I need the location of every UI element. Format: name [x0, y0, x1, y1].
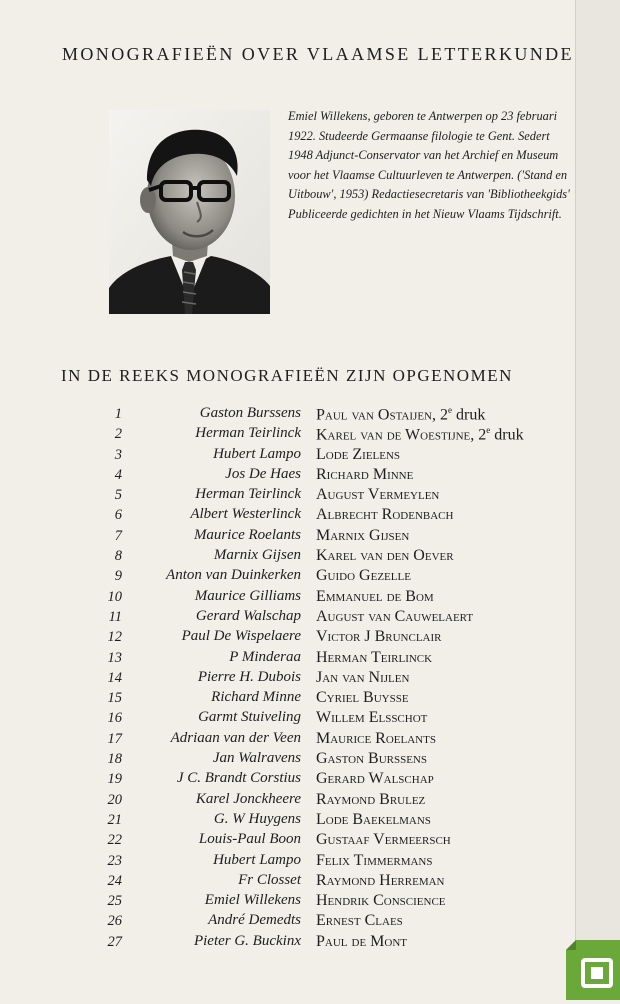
entry-subject-name: Hendrik Conscience	[316, 892, 446, 910]
entry-number: 27	[107, 933, 122, 950]
entry-number: 10	[107, 588, 122, 605]
entry-subject	[316, 689, 409, 707]
entry-subject	[316, 567, 411, 585]
monograph-list	[0, 405, 620, 953]
list-item	[0, 567, 620, 587]
entry-author: Fr Closset	[238, 871, 301, 888]
list-item	[0, 588, 620, 608]
list-item	[0, 831, 620, 851]
entry-subject	[316, 892, 446, 910]
entry-subject	[316, 750, 427, 768]
entry-subject-name: Lode Zielens	[316, 445, 401, 463]
entry-author: Richard Minne	[211, 689, 301, 706]
entry-subject-name: Victor J Brunclair	[316, 628, 442, 646]
entry-subject	[316, 730, 436, 748]
entry-author: Albert Westerlinck	[190, 506, 301, 523]
entry-author: Pierre H. Dubois	[197, 668, 301, 685]
entry-subject	[316, 527, 409, 545]
list-item	[0, 608, 620, 628]
entry-number: 12	[107, 629, 122, 646]
entry-author: Jos De Haes	[225, 465, 301, 482]
entry-subject-name: Richard Minne	[316, 465, 414, 483]
entry-subject	[316, 486, 439, 504]
entry-author: Louis-Paul Boon	[198, 831, 301, 848]
entry-number: 19	[107, 771, 122, 788]
entry-number: 11	[108, 608, 122, 625]
entry-subject	[316, 649, 432, 667]
entry-number: 23	[107, 852, 122, 869]
entry-subject-name: Gerard Walschap	[316, 770, 434, 788]
entry-subject-name: Karel van den Oever	[316, 547, 454, 565]
entry-author: Hubert Lampo	[213, 851, 301, 868]
entry-subject	[316, 811, 431, 829]
entry-subject	[316, 791, 425, 809]
entry-number: 13	[107, 649, 122, 666]
entry-number: 18	[107, 751, 122, 768]
entry-subject	[316, 588, 434, 606]
entry-subject-name: Willem Elsschot	[316, 709, 428, 727]
entry-subject	[316, 547, 454, 565]
entry-number: 4	[114, 466, 122, 483]
entry-author: Gaston Burssens	[199, 405, 301, 421]
entry-subject-name: Paul de Mont	[316, 932, 408, 950]
list-item	[0, 750, 620, 770]
entry-number: 1	[114, 406, 122, 422]
entry-subject-name: Raymond Brulez	[316, 790, 426, 808]
list-item	[0, 466, 620, 486]
entry-author: Herman Teirlinck	[195, 425, 301, 442]
entry-subject-name: Felix Timmermans	[316, 851, 433, 869]
entry-author: André Demedts	[208, 912, 301, 929]
list-item	[0, 405, 620, 425]
entry-subject	[316, 466, 413, 484]
entry-edition-superscript: e	[447, 405, 452, 415]
entry-subject-name: Emmanuel de Bom	[316, 587, 434, 605]
list-item	[0, 669, 620, 689]
entry-author: Marnix Gijsen	[213, 547, 301, 564]
entry-author: Emiel Willekens	[204, 892, 301, 909]
entry-subject-name: Guido Gezelle	[316, 567, 411, 585]
series-title: MONOGRAFIEËN OVER VLAAMSE LETTERKUNDE	[62, 44, 574, 64]
series-list-heading: IN DE REEKS MONOGRAFIEËN ZIJN OPGENOMEN	[61, 366, 513, 385]
list-item	[0, 892, 620, 912]
entry-subject	[316, 628, 441, 646]
entry-subject-name: August Vermeylen	[316, 486, 440, 504]
entry-number: 7	[114, 527, 122, 544]
entry-author: Pieter G. Buckinx	[193, 932, 301, 949]
entry-subject-name: Gaston Burssens	[316, 750, 427, 768]
entry-subject-name: Paul van Ostaijen	[316, 406, 432, 424]
entry-edition-label: druk	[451, 406, 486, 424]
entry-author: Garmt Stuiveling	[198, 709, 301, 726]
entry-number: 26	[107, 913, 122, 930]
entry-subject	[316, 709, 427, 727]
list-item	[0, 811, 620, 831]
entry-edition-superscript: e	[486, 425, 491, 436]
entry-subject	[316, 608, 473, 626]
entry-subject-name: August van Cauwelaert	[316, 607, 474, 625]
list-item	[0, 486, 620, 506]
author-biography: Emiel Willekens, geboren te Antwerpen op 23 februari 1922. Studeerde Germaanse filologie te Gent. Sedert 1948 Adjunct-Conservator van het Archief en Museum voor het Vlaamse Cultuurleven te Antwerpen. ('Stand en Uitbouw', 1953) Redactiesecretaris van 'Bibliotheekgids' Publiceerde gedichten in het Nieuw Vlaams Tijdschrift.	[288, 109, 570, 221]
entry-subject-name: Jan van Nijlen	[316, 668, 410, 686]
entry-author: P Minderaa	[229, 648, 301, 665]
list-item	[0, 506, 620, 526]
list-item	[0, 527, 620, 547]
entry-number: 15	[107, 690, 122, 707]
entry-number: 5	[114, 487, 122, 504]
entry-subject-name: Cyriel Buysse	[316, 689, 409, 707]
entry-subject	[316, 852, 433, 870]
list-item	[0, 872, 620, 892]
entry-author: Maurice Gilliams	[194, 587, 301, 604]
entry-number: 3	[114, 446, 122, 463]
entry-author: Herman Teirlinck	[195, 486, 301, 503]
entry-subject-name: Herman Teirlinck	[316, 648, 433, 666]
list-item	[0, 730, 620, 750]
entry-number: 2	[114, 426, 122, 443]
entry-edition-label: druk	[490, 426, 524, 444]
entry-author: Jan Walravens	[212, 750, 301, 767]
entry-subject-name: Marnix Gijsen	[316, 526, 410, 544]
list-item	[0, 446, 620, 466]
green-sticker-logo	[566, 940, 620, 1000]
entry-subject	[316, 770, 434, 788]
entry-number: 9	[114, 568, 122, 585]
entry-number: 16	[107, 710, 122, 727]
entry-number: 24	[107, 872, 122, 889]
list-item	[0, 852, 620, 872]
list-item	[0, 933, 620, 953]
list-item	[0, 709, 620, 729]
list-item	[0, 547, 620, 567]
entry-subject	[316, 933, 407, 951]
entry-number: 6	[114, 507, 122, 524]
entry-author: Maurice Roelants	[193, 526, 301, 543]
entry-number: 17	[107, 730, 122, 747]
author-portrait-photo	[109, 110, 270, 314]
entry-subject	[316, 425, 524, 444]
entry-subject	[316, 405, 485, 424]
entry-edition: , 2	[431, 406, 448, 424]
entry-number: 25	[107, 893, 122, 910]
entry-subject-name: Gustaaf Vermeersch	[316, 831, 451, 849]
entry-author: Hubert Lampo	[213, 445, 301, 462]
list-item	[0, 912, 620, 932]
list-item	[0, 791, 620, 811]
entry-subject-name: Maurice Roelants	[316, 729, 436, 747]
entry-author: Anton van Duinkerken	[166, 567, 301, 584]
entry-edition: , 2	[470, 426, 487, 444]
entry-number: 20	[107, 791, 122, 808]
entry-author: Paul De Wispelaere	[181, 628, 301, 645]
list-item	[0, 425, 620, 445]
entry-author: J C. Brandt Corstius	[176, 770, 301, 787]
list-item	[0, 689, 620, 709]
entry-subject	[316, 872, 445, 890]
entry-subject	[316, 669, 409, 687]
entry-subject	[316, 506, 453, 524]
portrait-illustration	[109, 110, 270, 314]
entry-subject-name: Karel van de Woestijne	[316, 426, 471, 444]
entry-subject-name: Lode Baekelmans	[316, 810, 431, 828]
entry-author: Gerard Walschap	[195, 607, 301, 624]
entry-number: 21	[107, 811, 122, 828]
list-item	[0, 649, 620, 669]
list-item	[0, 770, 620, 790]
entry-author: Adriaan van der Veen	[170, 729, 301, 746]
entry-subject-name: Albrecht Rodenbach	[316, 506, 454, 524]
entry-number: 8	[114, 548, 122, 565]
entry-author: Karel Jonckheere	[195, 790, 301, 807]
entry-subject	[316, 831, 451, 849]
entry-number: 14	[107, 669, 122, 686]
entry-subject-name: Raymond Herreman	[316, 871, 445, 889]
list-item	[0, 628, 620, 648]
entry-number: 22	[107, 832, 122, 849]
entry-subject-name: Ernest Claes	[316, 912, 403, 930]
entry-subject	[316, 446, 400, 464]
entry-subject	[316, 912, 403, 930]
entry-author: G. W Huygens	[213, 810, 301, 827]
